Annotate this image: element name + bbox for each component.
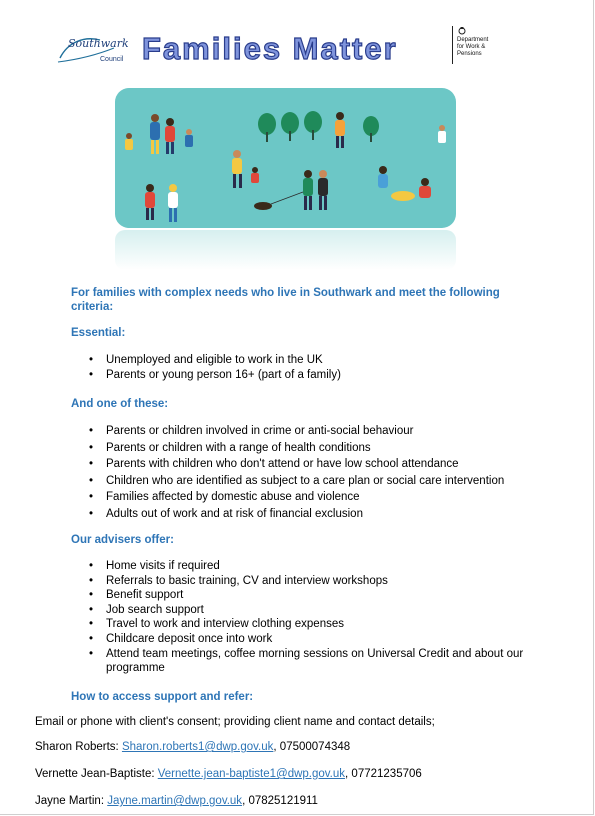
contact-phone: , 07825121911 <box>242 795 318 807</box>
svg-text:Council: Council <box>100 56 124 63</box>
southwark-council-logo <box>54 28 132 66</box>
email-link[interactable]: Sharon.roberts1@dwp.gov.uk <box>121 741 274 753</box>
family-figures-bottom-left <box>145 184 178 222</box>
list-item: • Parents or children with a range of health conditions <box>89 440 549 457</box>
dwp-logo: Department for Work & Pensions <box>452 26 522 66</box>
email-link[interactable]: Vernette.jean-baptiste1@dwp.gov.uk <box>157 768 346 780</box>
contact-jayne <box>35 794 318 808</box>
list-item: • Families affected by domestic abuse and violence <box>89 489 549 506</box>
one-of-heading: And one of these: <box>71 398 169 410</box>
family-figures-left <box>125 114 193 154</box>
illustration-reflection <box>115 230 456 270</box>
contact-phone: , 07500074348 <box>273 741 351 753</box>
contact-name: Sharon Roberts: <box>35 741 122 753</box>
list-item: • Unemployed and eligible to work in the UK <box>89 353 529 368</box>
contact-sharon <box>35 740 350 754</box>
family-figures-right <box>378 125 446 201</box>
list-item: • Parents with children who don't attend or have low school attendance <box>89 456 549 473</box>
families-illustration <box>115 88 456 228</box>
page-title: Families Matter <box>142 31 398 66</box>
list-item: • Job search support <box>89 603 559 618</box>
intro-heading: For families with complex needs who live in Southwark and meet the following criteria: <box>71 287 500 313</box>
list-item: • Parents or children involved in crime or anti-social behaviour <box>89 423 549 440</box>
essential-list <box>89 353 529 383</box>
tree-icon <box>258 111 379 142</box>
list-item: • Parents or young person 16+ (part of a family) <box>89 368 529 383</box>
one-of-list <box>89 423 549 523</box>
access-instructions: Email or phone with client's consent; providing client name and contact details; <box>35 716 435 728</box>
list-item: • Children who are identified as subject to a care plan or social care intervention <box>89 473 549 490</box>
access-heading: How to access support and refer: <box>71 691 254 703</box>
contact-phone: , 07721235706 <box>345 768 422 780</box>
advisers-list <box>89 559 559 676</box>
list-item: • Childcare deposit once into work <box>89 632 559 647</box>
dog-walkers <box>254 170 328 210</box>
list-item: • Adults out of work and at risk of financial exclusion <box>89 506 549 523</box>
list-item: • Home visits if required <box>89 559 559 574</box>
advisers-heading: Our advisers offer: <box>71 534 174 546</box>
list-item: • Attend team meetings, coffee morning sessions on Universal Credit and about our programme <box>89 647 546 676</box>
contact-name: Jayne Martin: <box>35 795 108 807</box>
list-item: • Referrals to basic training, CV and interview workshops <box>89 574 559 589</box>
email-link[interactable]: Jayne.martin@dwp.gov.uk <box>107 795 243 807</box>
crest-icon <box>457 27 467 35</box>
contact-vernette <box>35 767 422 781</box>
essential-heading: Essential: <box>71 327 126 339</box>
contact-name: Vernette Jean-Baptiste: <box>35 768 158 780</box>
list-item: • Travel to work and interview clothing expenses <box>89 617 559 632</box>
svg-text:Southwark: Southwark <box>68 37 129 50</box>
list-item: • Benefit support <box>89 588 559 603</box>
